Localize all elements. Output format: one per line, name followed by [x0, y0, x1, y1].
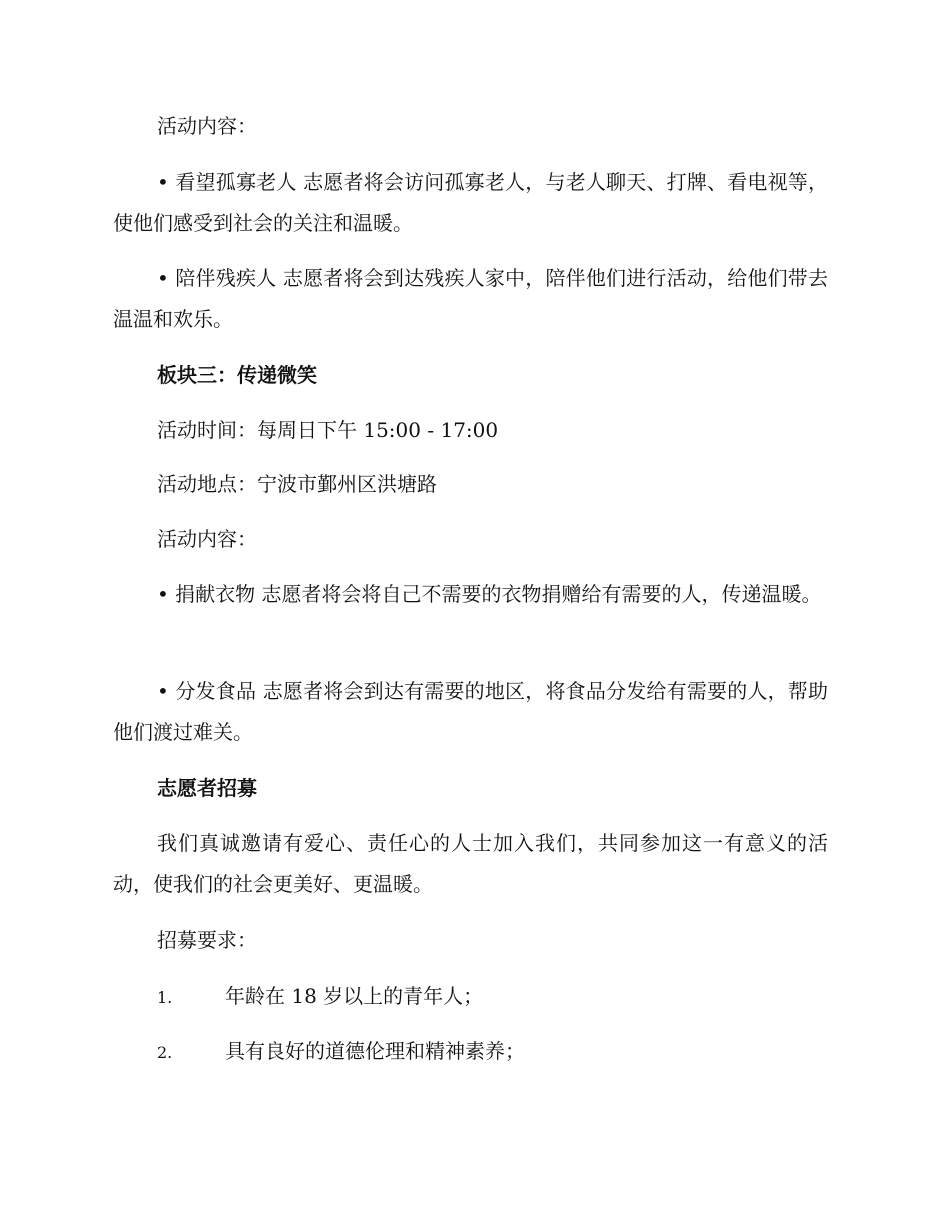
section-heading: 志愿者招募 — [157, 776, 257, 800]
content-label: 活动内容： — [157, 114, 257, 138]
list-number: 1. — [157, 988, 173, 1007]
activity-location: 活动地点：宁波市鄞州区洪塘路 — [157, 472, 437, 496]
bullet-accompany-disabled: • 陪伴残疾人 志愿者将会到达残疾人家中，陪伴他们进行活动，给他们带去温温和欢乐。 — [113, 266, 828, 331]
list-item — [157, 981, 483, 1013]
content-label: 活动内容： — [157, 527, 257, 551]
recruitment-intro: 我们真诚邀请有爱心、责任心的人士加入我们，共同参加这一有意义的活动，使我们的社会更美好、更温暖。 — [113, 831, 828, 896]
requirements-label: 招募要求： — [157, 928, 257, 952]
activity-time: 活动时间：每周日下午 15:00 - 17:00 — [157, 418, 499, 442]
section-heading: 板块三：传递微笑 — [157, 363, 317, 387]
bullet-visit-elderly: • 看望孤寡老人 志愿者将会访问孤寡老人，与老人聊天、打牌、看电视等，使他们感受到社会的关注和温暖。 — [113, 170, 828, 235]
list-text: 年龄在 18 岁以上的青年人； — [225, 984, 484, 1008]
list-number: 2. — [157, 1043, 173, 1062]
list-text: 具有良好的道德伦理和精神素养； — [225, 1039, 525, 1063]
bullet-distribute-food: • 分发食品 志愿者将会到达有需要的地区，将食品分发给有需要的人，帮助他们渡过难关。 — [113, 679, 828, 744]
bullet-donate-clothes: • 捐献衣物 志愿者将会将自己不需要的衣物捐赠给有需要的人，传递温暖。 — [157, 582, 822, 606]
list-item — [157, 1036, 525, 1068]
